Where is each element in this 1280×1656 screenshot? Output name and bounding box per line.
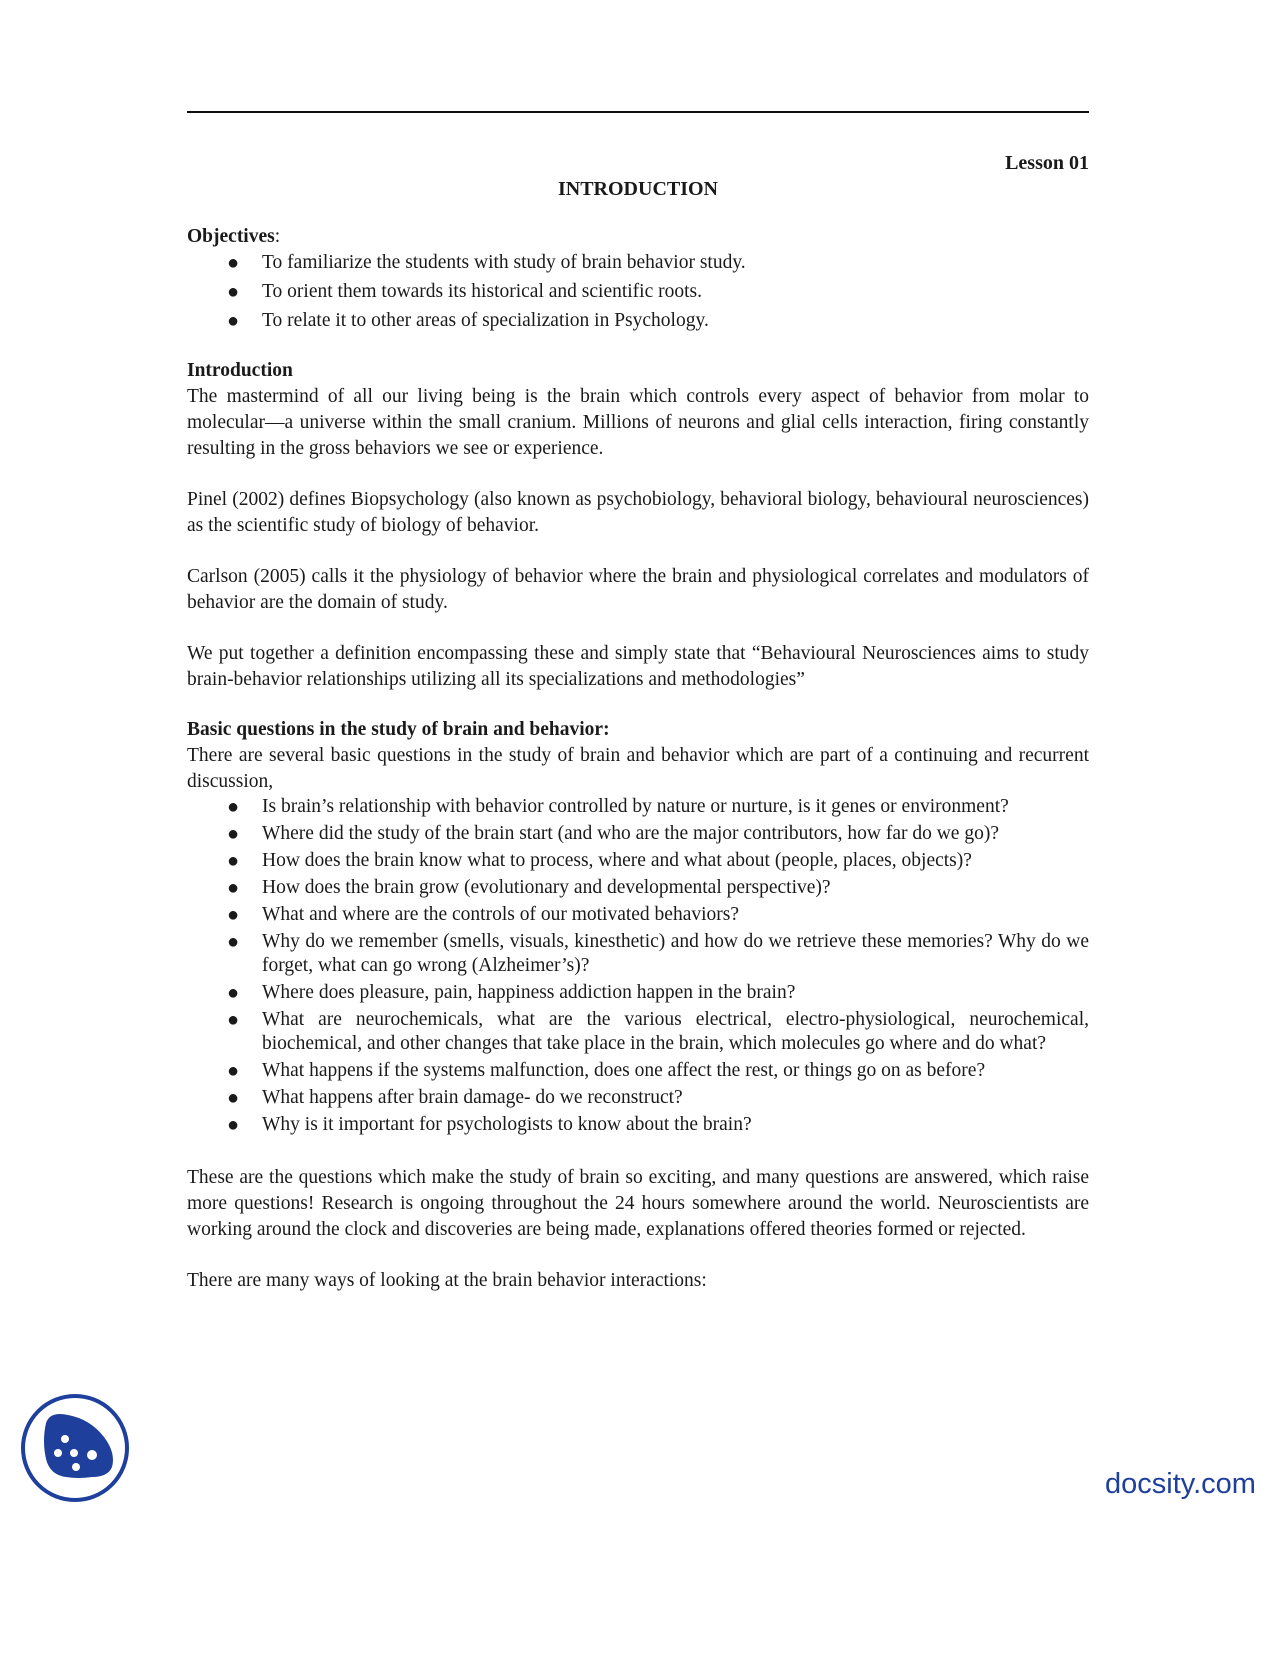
bullet-icon: ● — [227, 1060, 240, 1082]
page-title: INTRODUCTION — [557, 178, 719, 200]
list-item-text: Is brain’s relationship with behavior controlled by nature or nurture, is it genes or environment? — [262, 796, 1009, 817]
bullet-icon: ● — [227, 796, 240, 818]
bullet-icon: ● — [227, 850, 240, 872]
list-item — [187, 1059, 1089, 1083]
bullet-icon: ● — [227, 904, 240, 926]
paragraph: Carlson (2005) calls it the physiology of behavior where the brain and physiological correlates and modulators of behavior are the domain of study. — [187, 566, 1089, 613]
bullet-icon: ● — [227, 310, 240, 332]
objectives-heading: Objectives — [187, 226, 275, 247]
list-item-text: To familiarize the students with study of brain behavior study. — [262, 252, 746, 273]
bullet-icon: ● — [227, 1114, 240, 1136]
list-item-text: Why do we remember (smells, visuals, kinesthetic) and how do we retrieve these memories? Why do we forget, what can go wrong (Alzheimer’s)? — [262, 931, 1089, 976]
paragraph: There are several basic questions in the study of brain and behavior which are part of a continuing and recurrent discussion, — [187, 745, 1089, 792]
bullet-icon: ● — [227, 252, 240, 274]
objectives-list — [187, 250, 1089, 334]
basic-questions-heading: Basic questions in the study of brain and behavior: — [187, 719, 610, 740]
list-item — [187, 1008, 1089, 1056]
list-item-text: How does the brain grow (evolutionary and developmental perspective)? — [262, 877, 831, 898]
list-item — [187, 930, 1089, 978]
list-item — [187, 876, 1089, 900]
logo-dot — [72, 1463, 80, 1471]
list-item-text: Where does pleasure, pain, happiness addiction happen in the brain? — [262, 982, 796, 1003]
list-item — [187, 849, 1089, 873]
lesson-number: Lesson 01 — [1005, 152, 1089, 174]
header-rule — [187, 111, 1089, 113]
questions-list — [187, 795, 1089, 1137]
bullet-icon: ● — [227, 982, 240, 1004]
list-item — [187, 822, 1089, 846]
list-item-text: Where did the study of the brain start (and who are the major contributors, how far do we go)? — [262, 823, 999, 844]
document-body — [187, 150, 1089, 1294]
docsity-logo-icon[interactable] — [20, 1393, 130, 1503]
objectives-colon: : — [274, 226, 281, 247]
list-item-text: What and where are the controls of our motivated behaviors? — [262, 904, 740, 925]
objectives-heading-line — [187, 224, 1089, 250]
paragraph: Pinel (2002) defines Biopsychology (also known as psychobiology, behavioral biology, behavioural neurosciences) as the scientific study of biology of behavior. — [187, 489, 1089, 536]
list-item — [187, 795, 1089, 819]
paragraph: We put together a definition encompassing these and simply state that “Behavioural Neurosciences aims to study brain-behavior relationships utilizing all its specializations and methodologies” — [187, 643, 1089, 690]
list-item — [187, 1113, 1089, 1137]
paragraph: These are the questions which make the study of brain so exciting, and many questions are answered, which raise more questions! Research is ongoing throughout the 24 hours somewhere around the world. Neuroscientists are working around the clock and discoveries are being made, explanations offered theories formed or rejected. — [187, 1167, 1089, 1240]
logo-dot — [70, 1449, 78, 1457]
list-item-text: How does the brain know what to process, where and what about (people, places, objects)? — [262, 850, 972, 871]
list-item-text: What happens if the systems malfunction, does one affect the rest, or things go on as before? — [262, 1060, 986, 1081]
list-item — [187, 250, 1089, 276]
list-item — [187, 981, 1089, 1005]
logo-dot — [61, 1435, 69, 1443]
list-item — [187, 1086, 1089, 1110]
bullet-icon: ● — [227, 823, 240, 845]
bullet-icon: ● — [227, 1009, 240, 1031]
docsity-link[interactable]: docsity.com — [1105, 1468, 1256, 1500]
bullet-icon: ● — [227, 281, 240, 303]
logo-dot — [87, 1450, 97, 1460]
list-item — [187, 308, 1089, 334]
bullet-icon: ● — [227, 877, 240, 899]
list-item-text: What happens after brain damage- do we reconstruct? — [262, 1087, 683, 1108]
list-item-text: To orient them towards its historical and scientific roots. — [262, 281, 702, 302]
list-item — [187, 279, 1089, 305]
list-item-text: Why is it important for psychologists to know about the brain? — [262, 1114, 752, 1135]
paragraph: The mastermind of all our living being is the brain which controls every aspect of behavior from molar to molecular—a universe within the small cranium. Millions of neurons and glial cells interaction, firing constantly resulting in the gross behaviors we see or experience. — [187, 386, 1089, 459]
bullet-icon: ● — [227, 931, 240, 953]
list-item-text: To relate it to other areas of specialization in Psychology. — [262, 310, 709, 331]
bullet-icon: ● — [227, 1087, 240, 1109]
list-item — [187, 903, 1089, 927]
logo-dot — [54, 1449, 62, 1457]
paragraph: There are many ways of looking at the brain behavior interactions: — [187, 1270, 707, 1291]
list-item-text: What are neurochemicals, what are the various electrical, electro-physiological, neurochemical, biochemical, and other changes that take place in the brain, which molecules go where and do what? — [262, 1009, 1089, 1054]
introduction-heading: Introduction — [187, 360, 293, 381]
